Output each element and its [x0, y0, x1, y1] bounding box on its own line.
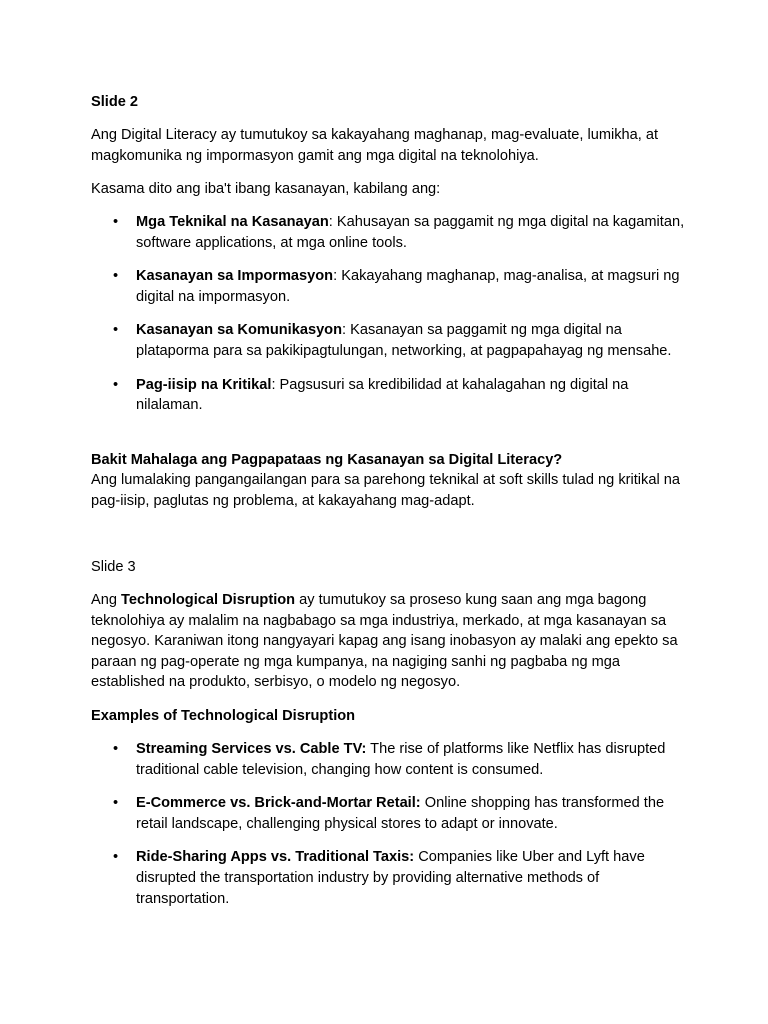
bullet-icon: •: [113, 849, 119, 866]
item-term: Mga Teknikal na Kasanayan: [136, 214, 329, 230]
item-description: Pagsusuri sa kredibilidad at kahalagahan ng digital na nilalaman.: [136, 376, 629, 414]
intro-rest: ay tumutukoy sa proseso kung saan ang mga bagong teknolohiya ay malalim na nagbabago sa mga industriya, merkado, at mga kasanayan sa negosyo. Karaniwan itong nangyayari kapag ang isang inobasyon ay malaki ang epekto sa paraan ng pag-operate ng mga kumpanya, na nagiging sanhi ng pagbaba ng mga established na produkto, serbisyo, o modelo ng negosyo.: [91, 592, 678, 691]
intro-prefix: Ang: [91, 592, 122, 608]
list-item: [91, 212, 691, 253]
item-separator: :: [342, 322, 351, 339]
slide-3-intro: [91, 590, 691, 693]
slide-2-why-body: Ang lumalaking pangangailangan para sa parehong teknikal at soft skills tulad ng kritikal na pag-iisip, paglutas ng problema, at kakayahang mag-adapt.: [91, 472, 680, 509]
list-item: [91, 320, 691, 361]
item-term: Pag-iisip na Kritikal: [136, 376, 272, 393]
slide-2-why-heading: Bakit Mahalaga ang Pagpapataas ng Kasanayan sa Digital Literacy?: [91, 452, 563, 468]
item-description: Kakayahang maghanap, mag-analisa, at magsuri ng digital na impormasyon.: [136, 268, 680, 305]
list-item: [91, 266, 691, 307]
list-item: [91, 739, 691, 780]
item-description: The rise of platforms like Netflix has disrupted traditional cable television, changing how content is consumed.: [136, 741, 666, 778]
slide-2-lead: Kasama dito ang iba't ibang kasanayan, kabilang ang:: [91, 181, 441, 197]
item-description: Online shopping has transformed the retail landscape, challenging physical stores to adapt or innovate.: [136, 795, 665, 832]
item-term: Ride-Sharing Apps vs. Traditional Taxis:: [136, 849, 415, 866]
slide-3-heading: Slide 3: [91, 559, 136, 575]
slide-3-examples-list: [91, 739, 691, 909]
bullet-icon: •: [113, 268, 119, 285]
item-description: Kahusayan sa paggamit ng mga digital na kagamitan, software applications, at mga online tools.: [136, 214, 685, 251]
item-term: Kasanayan sa Komunikasyon: [136, 322, 343, 339]
bullet-icon: •: [113, 376, 119, 393]
item-term: Streaming Services vs. Cable TV:: [136, 741, 367, 757]
slide-2-skill-list: [91, 212, 691, 416]
item-separator: :: [328, 214, 337, 230]
item-separator: :: [333, 268, 342, 285]
slide-2-intro: Ang Digital Literacy ay tumutukoy sa kakayahang maghanap, mag-evaluate, lumikha, at magkomunika ng impormasyon gamit ang mga digital na teknolohiya.: [91, 127, 659, 164]
list-item: [91, 793, 691, 834]
bullet-icon: •: [113, 741, 119, 757]
slide-2-heading: Slide 2: [91, 94, 139, 110]
slide-3-examples-heading: Examples of Technological Disruption: [91, 708, 356, 724]
intro-term: Technological Disruption: [121, 592, 296, 608]
list-item: [91, 375, 691, 416]
item-term: E-Commerce vs. Brick-and-Mortar Retail:: [136, 795, 421, 812]
item-term: Kasanayan sa Impormasyon: [136, 268, 334, 285]
item-description: Kasanayan sa paggamit ng mga digital na plataporma para sa pakikipagtulungan, networking, at pagpapahayag ng mensahe.: [136, 322, 672, 359]
item-separator: :: [271, 376, 280, 393]
list-item: [91, 847, 691, 909]
bullet-icon: •: [113, 795, 119, 812]
bullet-icon: •: [113, 322, 119, 339]
bullet-icon: •: [113, 214, 119, 230]
item-description: Companies like Uber and Lyft have disrupted the transportation industry by providing alternative methods of transportation.: [136, 849, 645, 907]
